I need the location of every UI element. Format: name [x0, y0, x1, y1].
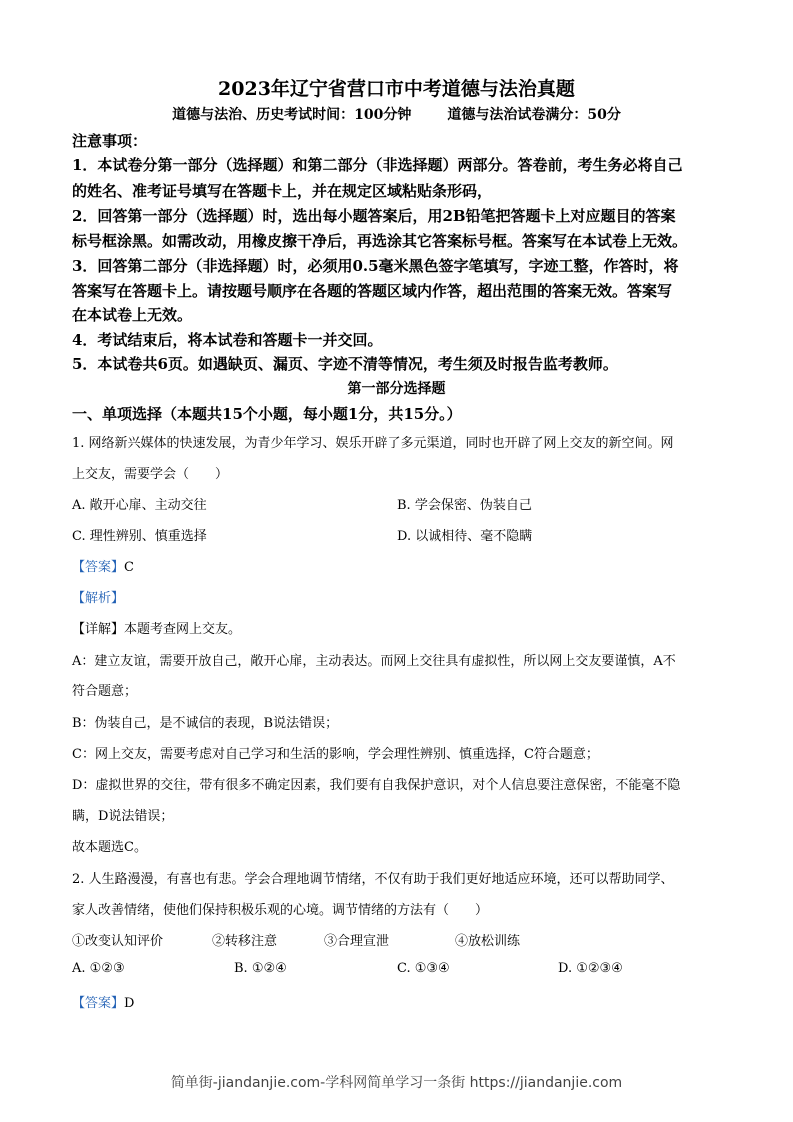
score-info: 道德与法治试卷满分：50分: [447, 107, 621, 123]
analysis-line: A：建立友谊，需要开放自己，敞开心扉，主动表达。而网上交往具有虚拟性，所以网上交友要谨慎，A不: [72, 654, 676, 669]
statement-item: ④放松训练: [455, 934, 521, 949]
notice-line: 的姓名、准考证号填写在答题卡上，并在规定区域粘贴条形码，: [72, 182, 493, 200]
page-title: 2023年辽宁省营口市中考道德与法治真题: [218, 78, 575, 100]
option-c: C. ①③④: [397, 961, 450, 976]
answer-value: D: [124, 996, 135, 1011]
detail-intro: 本题考查网上交友。: [124, 622, 242, 637]
analysis-line: 符合题意；: [72, 684, 138, 699]
statement-item: ②转移注意: [212, 934, 278, 949]
analysis-line: B：伪装自己，是不诚信的表现，B说法错误；: [72, 716, 339, 731]
analysis-line: D：虚拟世界的交往，带有很多不确定因素，我们要有自我保护意识，对个人信息要注意保密，不能毫不隐: [72, 778, 681, 793]
statement-item: ③合理宣泄: [324, 934, 390, 949]
analysis-line: 瞒，D说法错误；: [72, 809, 174, 824]
option-d: D. ①②③④: [558, 961, 623, 976]
answer-line: [72, 992, 134, 1011]
answer-tag: 【答案】: [72, 996, 125, 1011]
analysis-tag: 【解析】: [72, 591, 125, 606]
option-a: A. 敞开心扉、主动交往: [72, 498, 207, 513]
analysis-line: C：网上交友，需要考虑对自己学习和生活的影响，学会理性辨别、慎重选择，C符合题意；: [72, 747, 599, 762]
notice-line: 2．回答第一部分（选择题）时，选出每小题答案后，用2B铅笔把答题卡上对应题目的答案: [72, 207, 676, 225]
time-info: 道德与法治、历史考试时间：100分钟: [172, 107, 412, 123]
notice-line: 3．回答第二部分（非选择题）时，必须用0.5毫米黑色签字笔填写，字迹工整，作答时，将: [72, 257, 679, 275]
option-c: C. 理性辨别、慎重选择: [72, 529, 207, 544]
notice-line: 答案写在答题卡上。请按题号顺序在各题的答题区域内作答，超出范围的答案无效。答案写: [72, 282, 673, 300]
notice-line: 标号框涂黑。如需改动，用橡皮擦干净后，再选涂其它答案标号框。答案写在本试卷上无效。: [72, 232, 688, 250]
answer-line: [72, 556, 134, 575]
footer-watermark: 简单街-jiandanjie.com-学科网简单学习一条街 https://jiandanjie.com: [170, 1075, 623, 1091]
answer-tag: 【答案】: [72, 560, 125, 575]
option-d: D. 以诚相待、毫不隐瞒: [397, 529, 533, 544]
option-b: B. 学会保密、伪装自己: [397, 498, 532, 513]
notice-line: 在本试卷上无效。: [72, 306, 193, 324]
detail-line: [72, 618, 241, 637]
answer-value: C: [124, 560, 134, 575]
question-stem: 家人改善情绪，使他们保持积极乐观的心境。调节情绪的方法有（ ）: [72, 903, 489, 918]
notice-line: 4．考试结束后，将本试卷和答题卡一并交回。: [72, 331, 383, 349]
question-stem: 上交友，需要学会（ ）: [72, 467, 229, 482]
option-a: A. ①②③: [72, 961, 125, 976]
exam-info: [0, 104, 793, 124]
question-stem: 1. 网络新兴媒体的快速发展，为青少年学习、娱乐开辟了多元渠道，同时也开辟了网上交友的新空间。网: [72, 436, 674, 451]
statement-item: ①改变认知评价: [72, 934, 164, 949]
detail-tag: 【详解】: [72, 622, 125, 637]
section-title: 一、单项选择（本题共15个小题，每小题1分，共15分。）: [72, 405, 462, 423]
question-stem: 2. 人生路漫漫，有喜也有悲。学会合理地调节情绪，不仅有助于我们更好地适应环境，还可以帮助同学、: [72, 872, 674, 887]
analysis-line: 故本题选C。: [72, 840, 147, 855]
notice-heading: 注意事项：: [72, 132, 148, 150]
part-title: 第一部分选择题: [347, 381, 446, 397]
option-b: B. ①②④: [234, 961, 287, 976]
notice-line: 1．本试卷分第一部分（选择题）和第二部分（非选择题）两部分。答卷前，考生务必将自己: [72, 156, 683, 174]
notice-line: 5．本试卷共6页。如遇缺页、漏页、字迹不清等情况，考生须及时报告监考教师。: [72, 355, 618, 373]
